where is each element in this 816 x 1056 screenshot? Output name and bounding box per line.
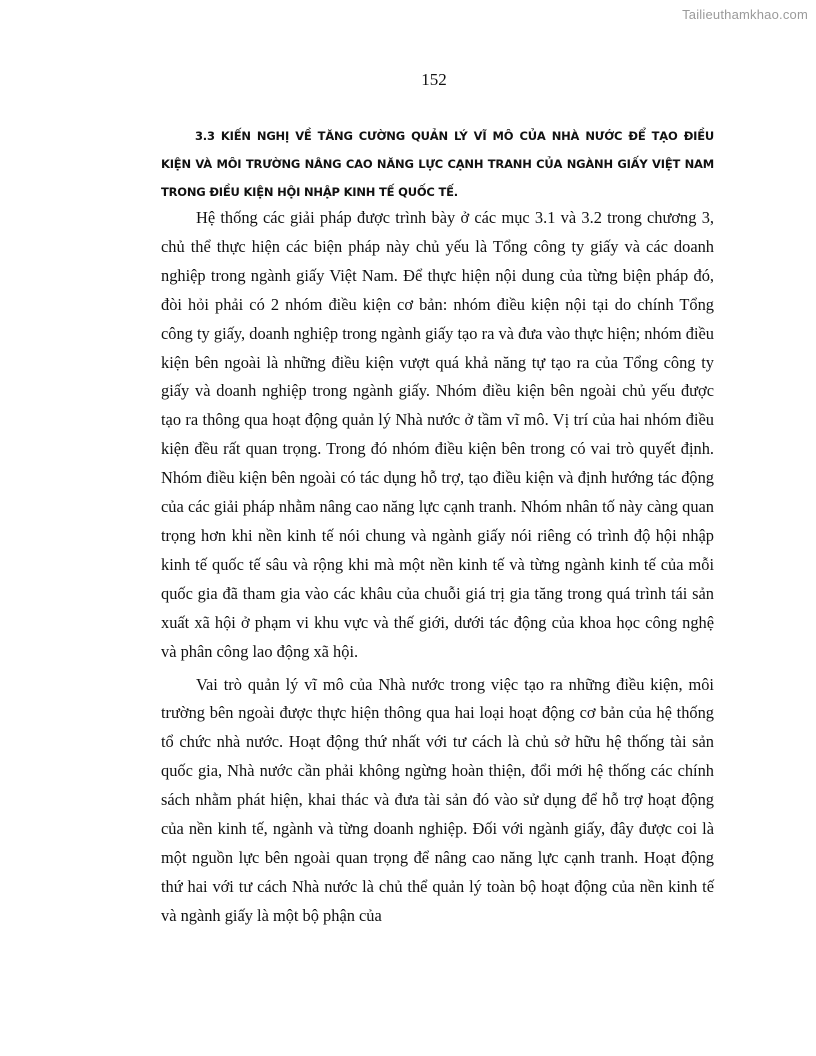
- paragraph-1: Hệ thống các giải pháp được trình bày ở các mục 3.1 và 3.2 trong chương 3, chủ thể thực hiện các biện pháp này chủ yếu là Tổng công ty giấy và các doanh nghiệp trong ngành giấy Việt Nam. Để thực hiện nội dung của từng biện pháp đó, đòi hỏi phải có 2 nhóm điều kiện cơ bản: nhóm điều kiện nội tại do chính Tổng công ty giấy, doanh nghiệp trong ngành giấy tạo ra và đưa vào thực hiện; nhóm điều kiện bên ngoài là những điều kiện vượt quá khả năng tự tạo ra của Tổng công ty giấy và doanh nghiệp trong ngành giấy. Nhóm điều kiện bên ngoài chủ yếu được tạo ra thông qua hoạt động quản lý Nhà nước ở tầm vĩ mô. Vị trí của hai nhóm điều kiện đều rất quan trọng. Trong đó nhóm điều kiện bên trong có vai trò quyết định. Nhóm điều kiện bên ngoài có tác dụng hỗ trợ, tạo điều kiện và định hướng tác động của các giải pháp nhằm nâng cao năng lực cạnh tranh. Nhóm nhân tố này càng quan trọng hơn khi nền kinh tế nói chung và ngành giấy nói riêng có trình độ hội nhập kinh tế quốc tế sâu và rộng khi mà một nền kinh tế và từng ngành kinh tế của mỗi quốc gia đã tham gia vào các khâu của chuỗi giá trị gia tăng trong quá trình tái sản xuất xã hội ở phạm vi khu vực và thế giới, dưới tác động của khoa học công nghệ và phân công lao động xã hội.: [161, 208, 714, 661]
- paragraph-2: Vai trò quản lý vĩ mô của Nhà nước trong việc tạo ra những điều kiện, môi trường bên ngoài được thực hiện thông qua hai loại hoạt động cơ bản của hệ thống tổ chức nhà nước. Hoạt động thứ nhất với tư cách là chủ sở hữu hệ thống tài sản quốc gia, Nhà nước cần phải không ngừng hoàn thiện, đổi mới hệ thống các chính sách nhằm phát hiện, khai thác và đưa tài sản đó vào sử dụng để hỗ trợ hoạt động của nền kinh tế, ngành và từng doanh nghiệp. Đối với ngành giấy, đây được coi là một nguồn lực bên ngoài quan trọng để nâng cao năng lực cạnh tranh. Hoạt động thứ hai với tư cách Nhà nước là chủ thể quản lý toàn bộ hoạt động của nền kinh tế và ngành giấy là một bộ phận của: [161, 674, 714, 925]
- section-heading-line-1: 3.3 KIẾN NGHỊ VỀ TĂNG CƯỜNG QUẢN LÝ VĨ MÔ CỦA NHÀ NƯỚC ĐỂ TẠO ĐIỀU: [195, 129, 714, 143]
- page-number: 152: [421, 70, 447, 89]
- section-heading-continuation: KIỆN VÀ MÔI TRƯỜNG NÂNG CAO NĂNG LỰC CẠNH TRANH CỦA NGÀNH GIẤY VIỆT NAM TRONG ĐIỀU KIỆN HỘI NHẬP KINH TẾ QUỐC TẾ.: [161, 157, 714, 199]
- watermark-text: Tailieuthamkhao.com: [682, 7, 808, 22]
- section-heading: [161, 122, 714, 206]
- body-text: [161, 204, 714, 935]
